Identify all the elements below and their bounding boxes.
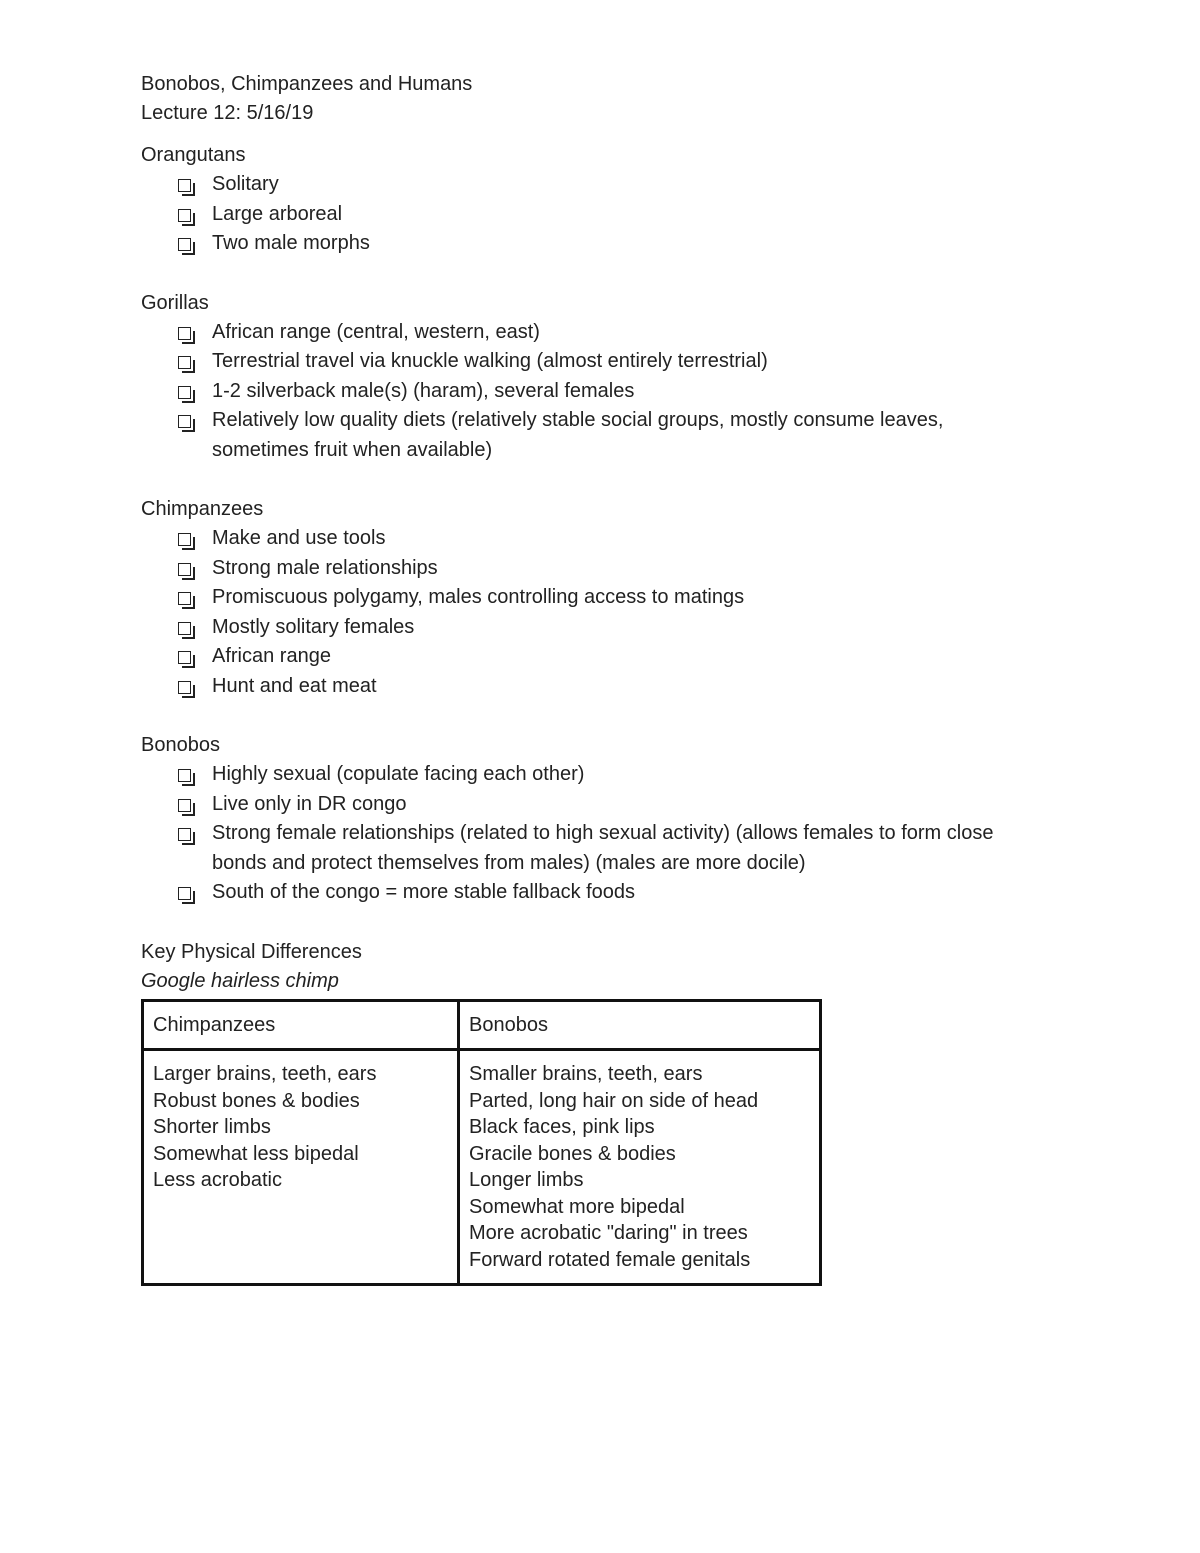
list-item: Hunt and eat meat — [141, 672, 1061, 702]
trait-line: Larger brains, teeth, ears — [153, 1063, 377, 1085]
section-heading-chimpanzees: Chimpanzees — [141, 498, 264, 520]
table-header-chimpanzees: Chimpanzees — [143, 1000, 459, 1050]
trait-line: Gracile bones & bodies — [469, 1142, 676, 1165]
section-heading-differences: Key Physical Differences — [141, 940, 362, 963]
bonobo-traits-cell — [459, 1050, 821, 1285]
checkbox-bullet-icon — [178, 828, 191, 841]
list-item: Make and use tools — [141, 524, 1061, 554]
trait-line: Forward rotated female genitals — [469, 1248, 751, 1271]
checkbox-bullet-icon — [178, 533, 191, 546]
trait-line: Robust bones & bodies — [153, 1089, 360, 1112]
list-item: South of the congo = more stable fallback foods — [141, 878, 1061, 908]
chimpanzee-traits-cell — [143, 1050, 459, 1285]
list-item: Solitary — [141, 170, 1061, 200]
checkbox-bullet-icon — [178, 622, 191, 635]
table-header-bonobos: Bonobos — [459, 1000, 821, 1050]
trait-line: Somewhat less bipedal — [153, 1142, 359, 1165]
checkbox-bullet-icon — [178, 209, 191, 222]
trait-line: Longer limbs — [469, 1169, 584, 1191]
checkbox-bullet-icon — [178, 563, 191, 576]
trait-line: Somewhat more bipedal — [469, 1195, 685, 1218]
trait-line: More acrobatic "daring" in trees — [469, 1222, 748, 1244]
section-heading-orangutans: Orangutans — [141, 144, 246, 166]
table-row — [143, 1050, 821, 1285]
checkbox-bullet-icon — [178, 415, 191, 428]
document-content — [141, 70, 1061, 1286]
search-note: Google hairless chimp — [141, 969, 339, 992]
trait-line: Shorter limbs — [153, 1116, 271, 1138]
trait-line: Less acrobatic — [153, 1169, 282, 1191]
list-item: 1-2 silverback male(s) (haram), several females — [141, 377, 1061, 407]
gorillas-list — [141, 318, 1061, 466]
checkbox-bullet-icon — [178, 681, 191, 694]
list-item: Strong female relationships (related to high sexual activity) (allows females to form close — [141, 819, 1061, 849]
orangutans-list — [141, 170, 1061, 259]
list-item: Mostly solitary females — [141, 613, 1061, 643]
list-item: Two male morphs — [141, 229, 1061, 259]
trait-line: Black faces, pink lips — [469, 1116, 655, 1138]
list-item: Highly sexual (copulate facing each other) — [141, 760, 1061, 790]
chimpanzees-list — [141, 524, 1061, 701]
trait-line: Smaller brains, teeth, ears — [469, 1063, 703, 1085]
list-item: Terrestrial travel via knuckle walking (almost entirely terrestrial) — [141, 347, 1061, 377]
checkbox-bullet-icon — [178, 238, 191, 251]
lecture-date: Lecture 12: 5/16/19 — [141, 102, 314, 124]
list-item: African range (central, western, east) — [141, 318, 1061, 348]
list-item: African range — [141, 642, 1061, 672]
section-heading-gorillas: Gorillas — [141, 291, 209, 314]
list-item-continuation: bonds and protect themselves from males) (males are more docile) — [212, 851, 806, 874]
bonobos-list — [141, 760, 1061, 908]
table-header-row — [143, 1000, 821, 1050]
list-item: Strong male relationships — [141, 554, 1061, 584]
checkbox-bullet-icon — [178, 651, 191, 664]
list-item: Live only in DR congo — [141, 790, 1061, 820]
checkbox-bullet-icon — [178, 769, 191, 782]
list-item: Relatively low quality diets (relatively stable social groups, mostly consume leaves, — [141, 406, 1061, 436]
list-item: Promiscuous polygamy, males controlling access to matings — [141, 583, 1061, 613]
checkbox-bullet-icon — [178, 356, 191, 369]
checkbox-bullet-icon — [178, 887, 191, 900]
trait-line: Parted, long hair on side of head — [469, 1089, 759, 1112]
comparison-table — [141, 999, 822, 1287]
checkbox-bullet-icon — [178, 179, 191, 192]
checkbox-bullet-icon — [178, 386, 191, 399]
checkbox-bullet-icon — [178, 327, 191, 340]
section-heading-bonobos: Bonobos — [141, 734, 220, 756]
checkbox-bullet-icon — [178, 799, 191, 812]
list-item: Large arboreal — [141, 200, 1061, 230]
list-item-continuation: sometimes fruit when available) — [212, 438, 493, 461]
checkbox-bullet-icon — [178, 592, 191, 605]
document-title: Bonobos, Chimpanzees and Humans — [141, 73, 473, 95]
